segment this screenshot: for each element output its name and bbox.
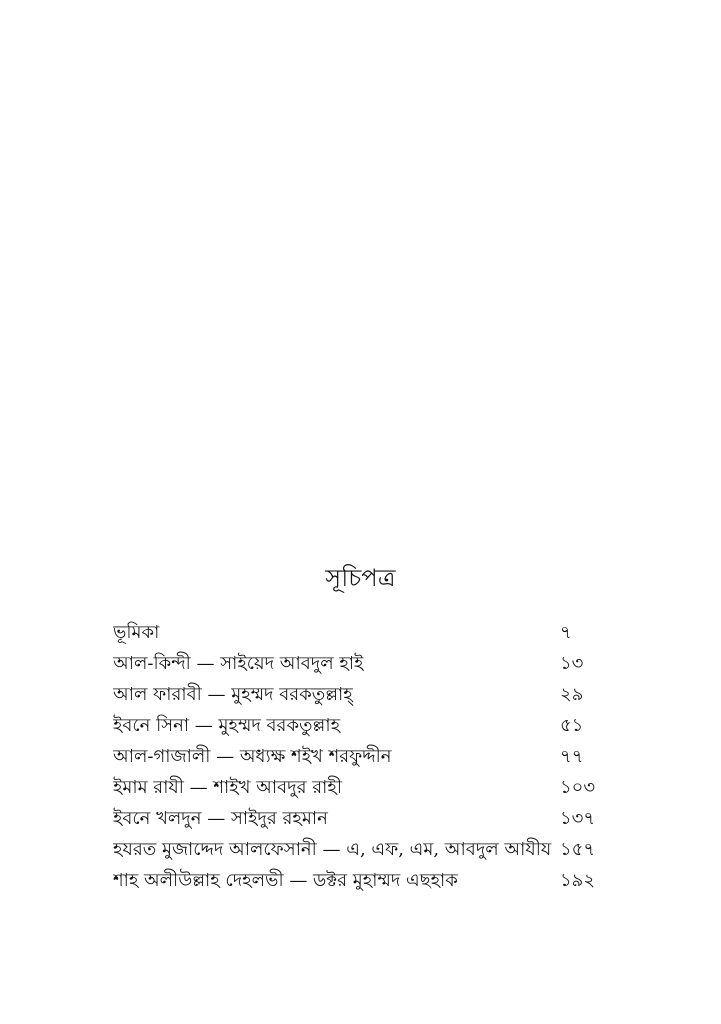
toc-entry-text: ইমাম রাযী — শাইখ আবদুর রাহী [113, 777, 342, 798]
toc-entry-text: হযরত মুজাদ্দেদ আলফেসানী — এ, এফ, এম, আবদুল আযীয [113, 839, 552, 860]
toc-entry-text: ইবনে খলদুন — সাইদুর রহমান [113, 808, 328, 829]
toc-entry-mujaddid-alfesani [113, 834, 608, 865]
toc-entry-preface [113, 617, 608, 648]
toc-title: সূচিপত্র [325, 564, 396, 592]
toc-entry-text: ইবনে সিনা — মুহম্মদ বরকতুল্লাহ [113, 715, 341, 736]
toc-entry-page: ৭৭ [560, 746, 584, 767]
toc-entry-al-ghazali [113, 741, 608, 772]
toc-entry-al-farabi [113, 679, 608, 710]
toc-entry-page: ১৯২ [560, 870, 596, 891]
toc-entry-page: ১৫৭ [560, 839, 596, 860]
toc-entry-page: ২৯ [560, 684, 584, 705]
toc-entry-shah-waliullah [113, 865, 608, 896]
toc-entry-page: ১৩৭ [560, 808, 596, 829]
toc-entry-page: ১৩ [560, 653, 584, 674]
toc-entry-ibn-sina [113, 710, 608, 741]
toc-entry-text: শাহ অলীউল্লাহ দেহলভী — ডক্টর মুহাম্মদ এছহাক [113, 870, 458, 891]
toc-entry-page: ৭ [560, 622, 572, 643]
toc-entry-page: ৫১ [560, 715, 584, 736]
toc-entry-text: আল-গাজালী — অধ্যক্ষ শইখ শরফুদ্দীন [113, 746, 392, 767]
toc-entry-text: আল-কিন্দী — সাইয়েদ আবদুল হাই [113, 653, 364, 674]
toc-entry-page: ১০৩ [560, 777, 596, 798]
table-of-contents [113, 617, 608, 896]
toc-entry-al-kindi [113, 648, 608, 679]
toc-entry-ibn-khaldun [113, 803, 608, 834]
toc-entry-imam-razi [113, 772, 608, 803]
toc-entry-text: আল ফারাবী — মুহম্মদ বরকতুল্লাহ্ [113, 684, 353, 705]
toc-entry-text: ভূমিকা [113, 622, 160, 643]
